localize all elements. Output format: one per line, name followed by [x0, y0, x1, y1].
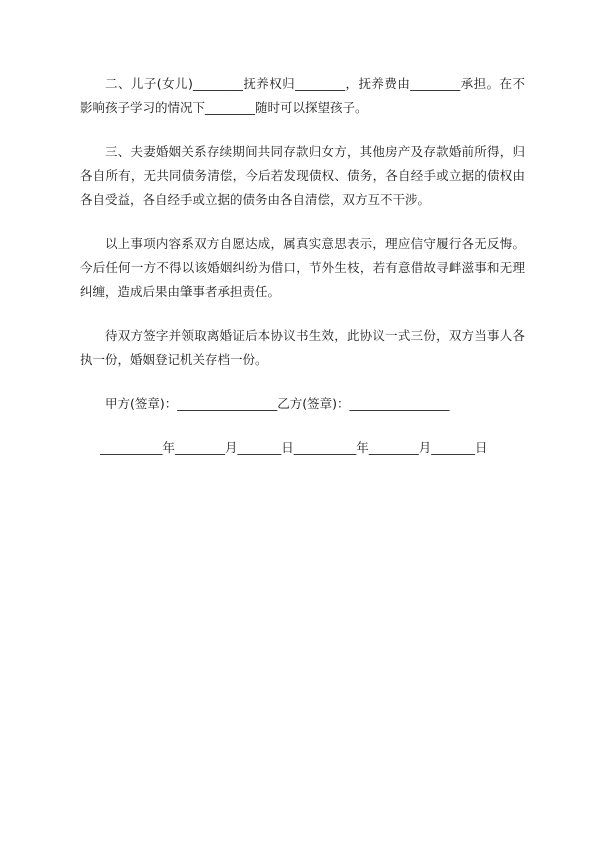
signature-line: 甲方(签章)：________________乙方(签章)：________________	[105, 396, 450, 411]
clause-voluntary-agreement: 以上事项内容系双方自愿达成，属真实意思表示，理应信守履行各无反悔。今后任何一方不得以该婚姻纠纷为借口，节外生枝，若有意借故寻衅滋事和无理纠缠，造成后果由肇事者承担责任。	[80, 236, 525, 299]
agreement-body	[80, 72, 525, 460]
date-line: __________年________月_______日__________年________月_______日	[100, 440, 488, 455]
clause-child-custody: 二、儿子(女儿)________抚养权归________，抚养费由________承担。在不影响孩子学习的情况下________随时可以探望孩子。	[80, 76, 525, 115]
clause-effectiveness: 待双方签字并领取离婚证后本协议书生效，此协议一式三份，双方当事人各执一份，婚姻登记机关存档一份。	[80, 328, 525, 367]
clause-property-debt: 三、夫妻婚姻关系存续期间共同存款归女方，其他房产及存款婚前所得，归各自所有，无共同债务清偿，今后若发现债权、债务，各自经手或立据的债权由各自受益，各自经手或立据的债务由各自清偿，双方互不干涉。	[80, 144, 525, 207]
